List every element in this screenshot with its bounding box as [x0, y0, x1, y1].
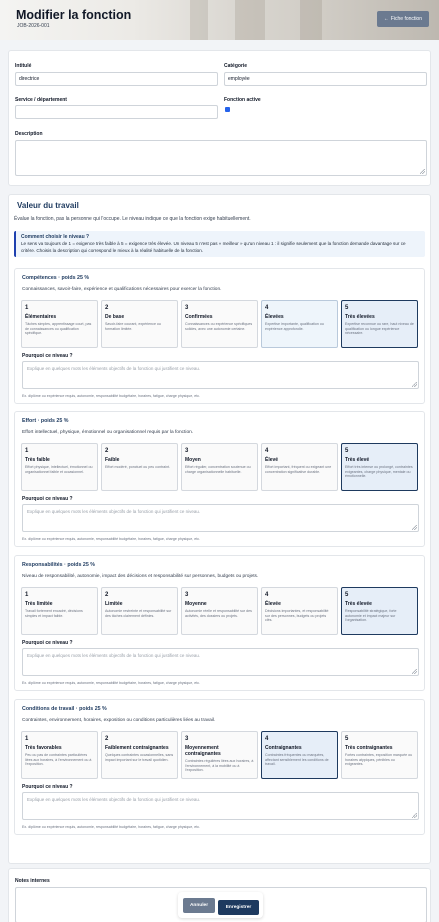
criterion-description: Niveau de responsabilité, autonomie, impact des décisions et responsabilité sur personnes, budgets ou projets.	[22, 574, 259, 579]
level-description: Expertise reconnue ou rare, haut niveau de qualification ou longue expérience nécessaire.	[345, 322, 414, 336]
level-name: Confirmées	[185, 314, 213, 320]
level-number: 1	[25, 736, 29, 742]
level-help-box	[14, 231, 425, 257]
level-option-3[interactable]	[181, 300, 258, 348]
level-option-1[interactable]	[21, 300, 98, 348]
level-name: Élémentaires	[25, 314, 57, 320]
page-title: Modifier la fonction	[16, 8, 132, 22]
level-description: Effort très intense ou prolongé, contraintes exigeantes, charge physique, mentale ou émotionnelle.	[345, 465, 413, 479]
level-number: 4	[265, 592, 269, 598]
justification-placeholder: Explique en quelques mots les éléments objectifs de la fonction qui justifient ce niveau.	[27, 797, 201, 802]
level-number: 1	[25, 448, 29, 454]
level-number: 3	[185, 592, 189, 598]
level-description: Travail fortement encadré, décisions simples et impact faible.	[25, 609, 83, 618]
save-button[interactable]: Enregistrer	[218, 900, 259, 915]
level-name: Très favorables	[25, 745, 62, 751]
level-name: Moyennement contraignantes	[185, 745, 221, 757]
level-number: 4	[265, 736, 269, 742]
level-number: 5	[345, 592, 349, 598]
level-name: Très contraignantes	[345, 745, 393, 751]
categorie-input[interactable]: employée	[224, 72, 427, 86]
level-description: Peu ou pas de contraintes particulières liées aux horaires, à l'environnement ou à l'exposition.	[25, 753, 92, 767]
level-name: Moyen	[185, 457, 201, 463]
header-decoration	[300, 0, 322, 40]
justification-label: Pourquoi ce niveau ?	[22, 496, 73, 502]
level-description: Autonomie réelle et responsabilité sur des activités, des dossiers ou projets.	[185, 609, 252, 618]
level-option-2[interactable]	[101, 587, 178, 635]
level-number: 3	[185, 305, 189, 311]
level-number: 2	[105, 736, 109, 742]
level-description: Effort régulier, concentration soutenue ou charge organisationnelle habituelle.	[185, 465, 251, 474]
level-option-4[interactable]	[261, 300, 338, 348]
general-info-card	[8, 50, 431, 186]
level-name: Élevée	[265, 601, 281, 607]
level-help-title: Comment choisir le niveau ?	[21, 234, 90, 240]
level-name: Moyenne	[185, 601, 207, 607]
level-number: 5	[345, 448, 349, 454]
level-name: Élevé	[265, 457, 279, 463]
form-actions	[178, 892, 263, 918]
resize-handle-icon[interactable]	[412, 525, 417, 530]
description-textarea[interactable]	[15, 140, 427, 176]
level-description: Contraintes régulières liées aux horaires, à l'environnement, à la mobilité ou à l'exposition.	[185, 759, 254, 773]
job-code: JOB-2026-001	[17, 23, 50, 29]
level-option-4[interactable]	[261, 587, 338, 635]
level-option-3[interactable]	[181, 443, 258, 491]
criterion-title: Conditions de travail · poids 25 %	[22, 706, 107, 712]
level-description: Connaissances ou expérience spécifiques solides, avec une autonomie certaine.	[185, 322, 253, 331]
justification-textarea[interactable]	[22, 361, 419, 389]
level-option-5[interactable]	[341, 300, 418, 348]
criterion-title: Compétences · poids 25 %	[22, 275, 90, 281]
level-option-2[interactable]	[101, 443, 178, 491]
level-number: 5	[345, 736, 349, 742]
level-description: Expertise importante, qualification ou expérience approfondie.	[265, 322, 324, 331]
level-name: Très faible	[25, 457, 50, 463]
level-option-5[interactable]	[341, 731, 418, 779]
level-name: Très élevée	[345, 601, 372, 607]
description-label: Description	[15, 131, 43, 137]
justification-placeholder: Explique en quelques mots les éléments objectifs de la fonction qui justifient ce niveau.	[27, 653, 201, 658]
criterion-block	[14, 411, 425, 547]
justification-label: Pourquoi ce niveau ?	[22, 353, 73, 359]
active-checkbox[interactable]	[225, 107, 230, 112]
level-number: 3	[185, 736, 189, 742]
level-name: Élevées	[265, 314, 284, 320]
intitule-label: Intitulé	[15, 63, 32, 69]
level-number: 3	[185, 448, 189, 454]
justification-textarea[interactable]	[22, 792, 419, 820]
level-name: Faiblement contraignantes	[105, 745, 169, 751]
level-option-2[interactable]	[101, 300, 178, 348]
level-description: Responsabilité stratégique, forte autonomie et impact majeur sur l'organisation.	[345, 609, 397, 623]
level-description: Contraintes fréquentes ou marquées, affectant sensiblement les conditions de travail.	[265, 753, 329, 767]
cancel-button[interactable]: Annuler	[183, 898, 215, 913]
section-intro: Évalue la fonction, pas la personne qui l'occupe. Le niveau indique ce que la fonction exige habituellement.	[14, 216, 251, 222]
level-description: Autonomie restreinte et responsabilité sur des tâches clairement définies.	[105, 609, 172, 618]
criterion-block	[14, 699, 425, 835]
resize-handle-icon[interactable]	[412, 669, 417, 674]
criterion-title: Responsabilités · poids 25 %	[22, 562, 95, 568]
level-description: Effort modéré, ponctuel ou peu contraint.	[105, 465, 171, 469]
header-decoration	[235, 0, 265, 40]
criterion-title: Effort · poids 25 %	[22, 418, 69, 424]
level-number: 5	[345, 305, 349, 311]
service-input[interactable]	[15, 105, 218, 119]
criterion-description: Effort intellectuel, physique, émotionnel ou organisationnel requis par la fonction.	[22, 430, 194, 435]
level-help-body: Le sens va toujours de 1 = exigence très faible à 5 = exigence très élevée. Un niveau 5 n'est pas « meilleur » qu'un niveau 1 : il signifie seulement que la fonction demande davantage sur ce critère. Choisis la description qui correspond le mieux à la réalité habituelle de la fonction.	[21, 241, 406, 253]
level-number: 2	[105, 305, 109, 311]
justification-help: Ex. diplôme ou expérience requis, autonomie, responsabilité budgétaire, horaires, fatigue, charge physique, etc.	[22, 681, 200, 685]
level-option-3[interactable]	[181, 731, 258, 779]
justification-label: Pourquoi ce niveau ?	[22, 640, 73, 646]
service-label: Service / département	[15, 97, 67, 103]
level-number: 4	[265, 305, 269, 311]
level-name: De base	[105, 314, 125, 320]
level-description: Savoir-faire courant, expérience ou formation limitée.	[105, 322, 161, 331]
criterion-description: Connaissances, savoir-faire, expérience et qualifications nécessaires pour exercer la fonction.	[22, 287, 222, 292]
justification-textarea[interactable]	[22, 648, 419, 676]
level-name: Contraignantes	[265, 745, 302, 751]
level-description: Effort physique, intellectuel, émotionnel ou organisationnel faible et occasionnel.	[25, 465, 93, 474]
level-number: 2	[105, 448, 109, 454]
criterion-description: Contraintes, environnement, horaires, exposition ou conditions particulières liées au travail.	[22, 718, 216, 723]
level-option-4[interactable]	[261, 731, 338, 779]
justification-label: Pourquoi ce niveau ?	[22, 784, 73, 790]
level-option-5[interactable]	[341, 587, 418, 635]
level-name: Très élevé	[345, 457, 370, 463]
level-name: Très limitée	[25, 601, 53, 607]
level-name: Très élevées	[345, 314, 375, 320]
intitule-input[interactable]: directrice	[15, 72, 218, 86]
job-value-card	[8, 194, 431, 864]
resize-handle-icon[interactable]	[420, 169, 425, 174]
justification-help: Ex. diplôme ou expérience requis, autonomie, responsabilité budgétaire, horaires, fatigue, charge physique, etc.	[22, 394, 200, 398]
level-description: Fortes contraintes, exposition marquée ou horaires atypiques, pénibles ou exigeantes.	[345, 753, 413, 767]
justification-help: Ex. diplôme ou expérience requis, autonomie, responsabilité budgétaire, horaires, fatigue, charge physique, etc.	[22, 537, 200, 541]
page-header	[0, 0, 439, 40]
justification-textarea[interactable]	[22, 504, 419, 532]
justification-placeholder: Explique en quelques mots les éléments objectifs de la fonction qui justifient ce niveau.	[27, 509, 201, 514]
back-to-job-button[interactable]	[377, 11, 429, 27]
active-label: Fonction active	[224, 97, 261, 103]
level-option-2[interactable]	[101, 731, 178, 779]
level-description: Tâches simples, apprentissage court, pas de connaissances ou qualification spécifique.	[25, 322, 92, 336]
section-title: Valeur du travail	[17, 201, 79, 210]
level-name: Limitée	[105, 601, 123, 607]
level-name: Faible	[105, 457, 120, 463]
criterion-block	[14, 555, 425, 691]
level-description: Effort important, fréquent ou exigeant une concentration significative durable.	[265, 465, 332, 474]
level-option-1[interactable]	[21, 731, 98, 779]
justification-help: Ex. diplôme ou expérience requis, autonomie, responsabilité budgétaire, horaires, fatigue, charge physique, etc.	[22, 825, 200, 829]
level-option-4[interactable]	[261, 443, 338, 491]
level-description: Quelques contraintes occasionnelles, sans impact important sur le travail quotidien.	[105, 753, 174, 762]
arrow-left-icon: ←	[383, 16, 389, 22]
notes-label: Notes internes	[15, 878, 50, 884]
level-number: 1	[25, 592, 29, 598]
level-option-1[interactable]	[21, 587, 98, 635]
level-option-3[interactable]	[181, 587, 258, 635]
justification-placeholder: Explique en quelques mots les éléments objectifs de la fonction qui justifient ce niveau.	[27, 366, 201, 371]
resize-handle-icon[interactable]	[412, 382, 417, 387]
level-number: 1	[25, 305, 29, 311]
level-number: 2	[105, 592, 109, 598]
level-option-1[interactable]	[21, 443, 98, 491]
level-option-5[interactable]	[341, 443, 418, 491]
level-number: 4	[265, 448, 269, 454]
header-decoration	[190, 0, 208, 40]
categorie-label: Catégorie	[224, 63, 248, 69]
level-description: Décisions importantes, et responsabilité sur des personnes, budgets ou projets clés.	[265, 609, 329, 623]
resize-handle-icon[interactable]	[412, 813, 417, 818]
criterion-block	[14, 268, 425, 404]
back-button-label: Fiche fonction	[390, 16, 422, 22]
